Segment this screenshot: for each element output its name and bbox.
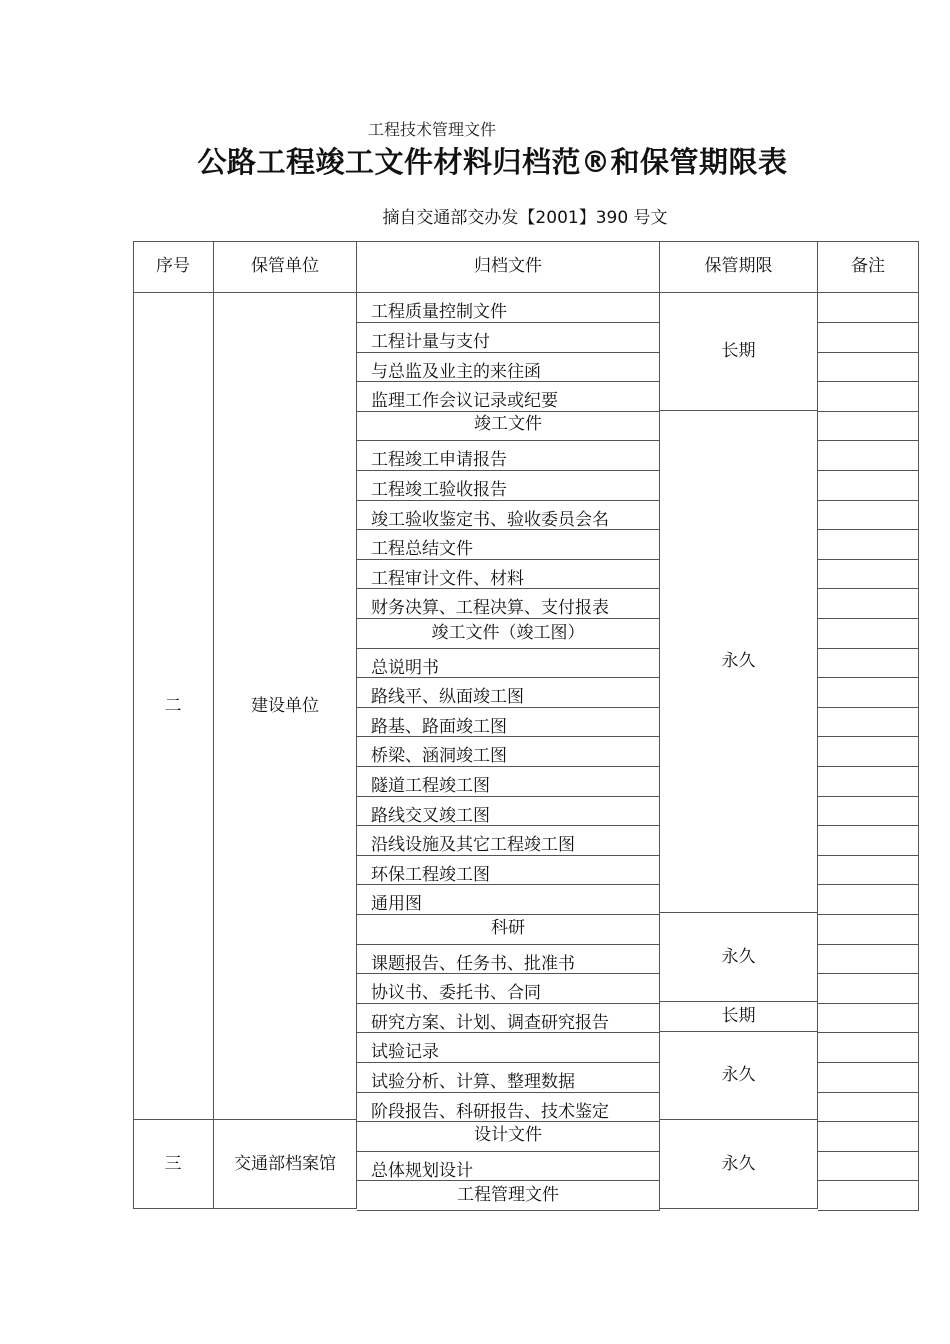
col-header-unit: 保管单位 [214, 241, 357, 293]
doc-cell: 环保工程竣工图 [357, 855, 660, 885]
remark-cell [818, 826, 919, 856]
header-small-title: 工程技术管理文件 [368, 120, 497, 139]
remark-cell [818, 559, 919, 589]
remark-cell [818, 471, 919, 501]
remark-cell [818, 352, 919, 382]
doc-cell: 路线交叉竣工图 [357, 796, 660, 826]
doc-cell: 工程计量与支付 [357, 323, 660, 353]
col-header-doc: 归档文件 [357, 241, 660, 293]
doc-cell: 路基、路面竣工图 [357, 707, 660, 737]
remark-cell [818, 915, 919, 945]
doc-cell: 沿线设施及其它工程竣工图 [357, 826, 660, 856]
remark-cell [818, 1092, 919, 1122]
doc-cell: 路线平、纵面竣工图 [357, 678, 660, 708]
doc-cell: 协议书、委托书、合同 [357, 974, 660, 1004]
doc-cell: 试验记录 [357, 1033, 660, 1063]
remark-cell [818, 1033, 919, 1063]
remark-cell [818, 767, 919, 797]
remark-cell [818, 855, 919, 885]
doc-cell: 与总监及业主的来往函 [357, 352, 660, 382]
col-header-no: 序号 [133, 241, 214, 293]
remark-cell [818, 1181, 919, 1211]
doc-cell: 设计文件 [357, 1122, 660, 1152]
remark-cell [818, 944, 919, 974]
doc-cell: 竣工验收鉴定书、验收委员会名 [357, 500, 660, 530]
doc-cell: 隧道工程竣工图 [357, 767, 660, 797]
remark-cell [818, 974, 919, 1004]
remark-cell [818, 1122, 919, 1152]
doc-cell: 桥梁、涵洞竣工图 [357, 737, 660, 767]
doc-cell: 竣工文件 [357, 411, 660, 441]
doc-cell: 工程竣工验收报告 [357, 471, 660, 501]
period-cell: 长期 [660, 1002, 818, 1032]
archive-table [133, 241, 919, 1209]
remark-cell [818, 589, 919, 619]
period-cell: 永久 [660, 411, 818, 913]
doc-cell: 监理工作会议记录或纪要 [357, 382, 660, 412]
section-no-3: 三 [133, 1120, 214, 1209]
period-cell: 永久 [660, 1032, 818, 1120]
remark-cell [818, 323, 919, 353]
doc-cell: 工程竣工申请报告 [357, 441, 660, 471]
remark-cell [818, 411, 919, 441]
col-header-remark: 备注 [818, 241, 919, 293]
remark-cell [818, 648, 919, 678]
remark-cell [818, 737, 919, 767]
remark-cell [818, 1151, 919, 1181]
remark-cell [818, 382, 919, 412]
doc-cell: 工程管理文件 [357, 1181, 660, 1211]
remark-cell [818, 293, 919, 323]
doc-cell: 科研 [357, 915, 660, 945]
remark-cell [818, 796, 919, 826]
doc-cell: 课题报告、任务书、批准书 [357, 944, 660, 974]
doc-cell: 总体规划设计 [357, 1151, 660, 1181]
page-subtitle: 摘自交通部交办发【2001】390 号文 [382, 208, 668, 228]
doc-cell: 工程总结文件 [357, 530, 660, 560]
doc-cell: 财务决算、工程决算、支付报表 [357, 589, 660, 619]
col-header-period: 保管期限 [660, 241, 818, 293]
doc-cell: 工程审计文件、材料 [357, 559, 660, 589]
doc-cell: 竣工文件（竣工图） [357, 619, 660, 649]
doc-cell: 试验分析、计算、整理数据 [357, 1063, 660, 1093]
remark-cell [818, 441, 919, 471]
remark-cell [818, 530, 919, 560]
remark-cell [818, 678, 919, 708]
doc-cell: 研究方案、计划、调查研究报告 [357, 1003, 660, 1033]
remark-cell [818, 500, 919, 530]
section-unit-3: 交通部档案馆 [214, 1120, 357, 1209]
remark-cell [818, 707, 919, 737]
remark-cell [818, 619, 919, 649]
page-title: 公路工程竣工文件材料归档范®和保管期限表 [197, 145, 788, 179]
section-unit-2: 建设单位 [214, 293, 357, 1120]
period-cell: 永久 [660, 1120, 818, 1209]
remark-cell [818, 1003, 919, 1033]
doc-cell: 工程质量控制文件 [357, 293, 660, 323]
doc-cell: 通用图 [357, 885, 660, 915]
remark-cell [818, 1063, 919, 1093]
doc-cell: 阶段报告、科研报告、技术鉴定 [357, 1092, 660, 1122]
section-no-2: 二 [133, 293, 214, 1120]
period-cell: 永久 [660, 913, 818, 1002]
period-cell: 长期 [660, 293, 818, 411]
doc-cell: 总说明书 [357, 648, 660, 678]
remark-cell [818, 885, 919, 915]
